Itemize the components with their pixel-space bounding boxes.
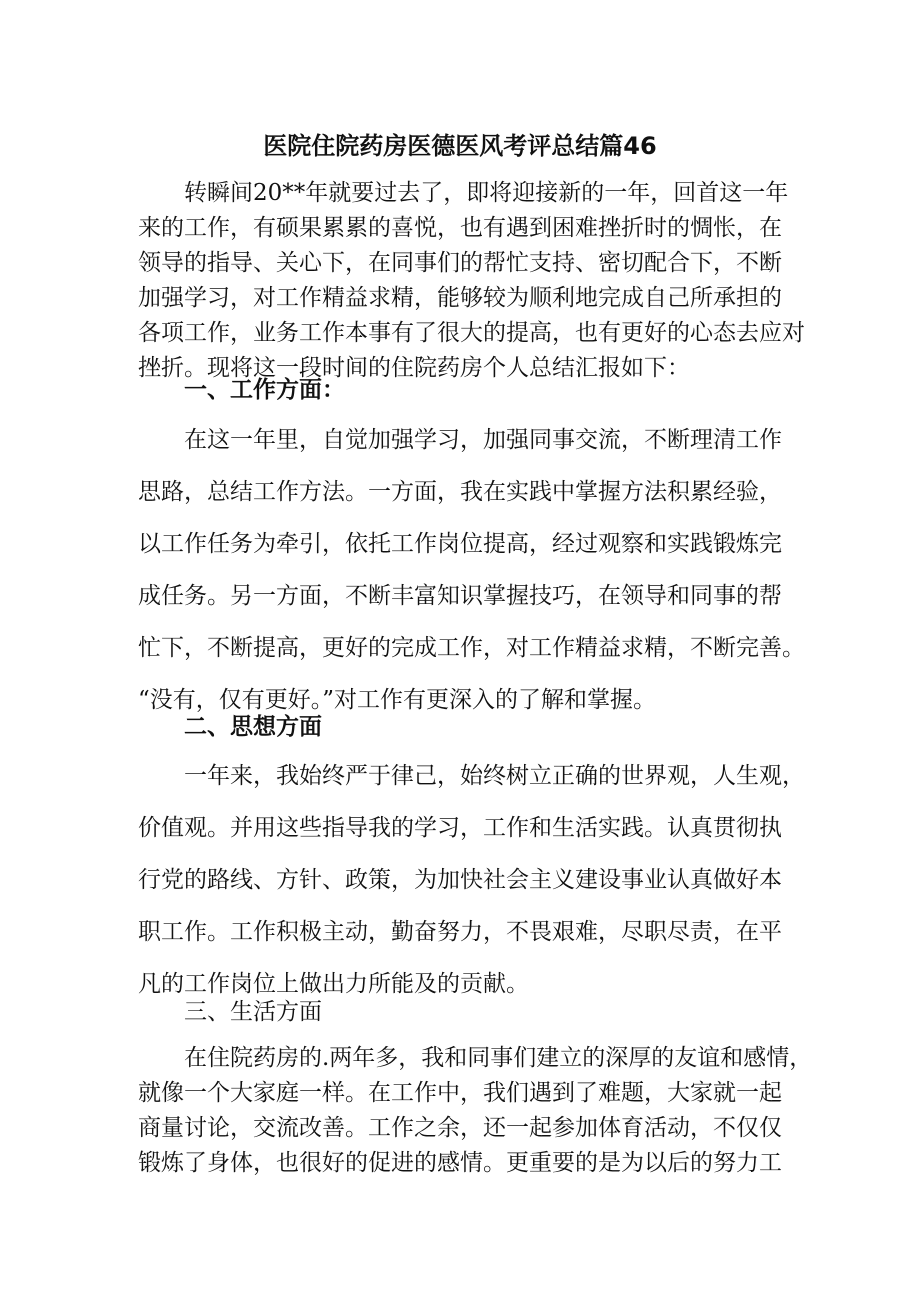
paragraph-line: 思路，总结工作方法。一方面，我在实践中掌握方法积累经验， <box>138 479 782 505</box>
paragraph-line: 加强学习，对工作精益求精，能够较为顺利地完成自己所承担的 <box>138 285 782 311</box>
document-title: 医院住院药房医德医风考评总结篇46 <box>263 132 657 160</box>
paragraph-line: 忙下，不断提高，更好的完成工作，对工作精益求精，不断完善。 <box>138 635 805 661</box>
section-heading: 二、思想方面 <box>184 714 322 740</box>
paragraph-line: 转瞬间20**年就要过去了，即将迎接新的一年，回首这一年 <box>184 180 789 206</box>
section-heading: 三、生活方面 <box>184 999 322 1025</box>
paragraph-line: 商量讨论，交流改善。工作之余，还一起参加体育活动，不仅仅 <box>138 1115 782 1141</box>
paragraph-line: 以工作任务为牵引，依托工作岗位提高，经过观察和实践锻炼完 <box>138 531 782 557</box>
paragraph-line: 就像一个大家庭一样。在工作中，我们遇到了难题，大家就一起 <box>138 1080 782 1106</box>
paragraph-line: 在这一年里，自觉加强学习，加强同事交流，不断理清工作 <box>184 427 782 453</box>
paragraph-line: 领导的指导、关心下，在同事们的帮忙支持、密切配合下，不断 <box>138 250 782 276</box>
section-heading: 一、工作方面： <box>184 377 345 403</box>
paragraph-line: 锻炼了身体，也很好的促进的感情。更重要的是为以后的努力工 <box>138 1150 782 1176</box>
paragraph-line: 价值观。并用这些指导我的学习，工作和生活实践。认真贯彻执 <box>138 815 782 841</box>
paragraph-line: 各项工作，业务工作本事有了很大的提高，也有更好的心态去应对 <box>138 320 805 346</box>
section-paragraph <box>138 414 805 726</box>
paragraph-line: 挫折。现将这一段时间的住院药房个人总结汇报如下： <box>138 355 690 381</box>
paragraph-line: 在住院药房的.两年多，我和同事们建立的深厚的友谊和感情， <box>184 1045 813 1071</box>
paragraph-line: 成任务。另一方面，不断丰富知识掌握技巧，在领导和同事的帮 <box>138 583 782 609</box>
section-paragraph <box>138 1041 813 1181</box>
paragraph-line: 一年来，我始终严于律己，始终树立正确的世界观，人生观， <box>184 763 805 789</box>
section-paragraph <box>138 750 805 1010</box>
paragraph-line: 职工作。工作积极主动，勤奋努力，不畏艰难，尽职尽责，在平 <box>138 919 782 945</box>
paragraph-line: 行党的路线、方针、政策，为加快社会主义建设事业认真做好本 <box>138 867 782 893</box>
intro-paragraph <box>138 176 805 386</box>
paragraph-line: “没有，仅有更好。”对工作有更深入的了解和掌握。 <box>138 687 657 713</box>
paragraph-line: 来的工作，有硕果累累的喜悦，也有遇到困难挫折时的惆怅，在 <box>138 215 782 241</box>
paragraph-line: 凡的工作岗位上做出力所能及的贡献。 <box>138 971 529 997</box>
